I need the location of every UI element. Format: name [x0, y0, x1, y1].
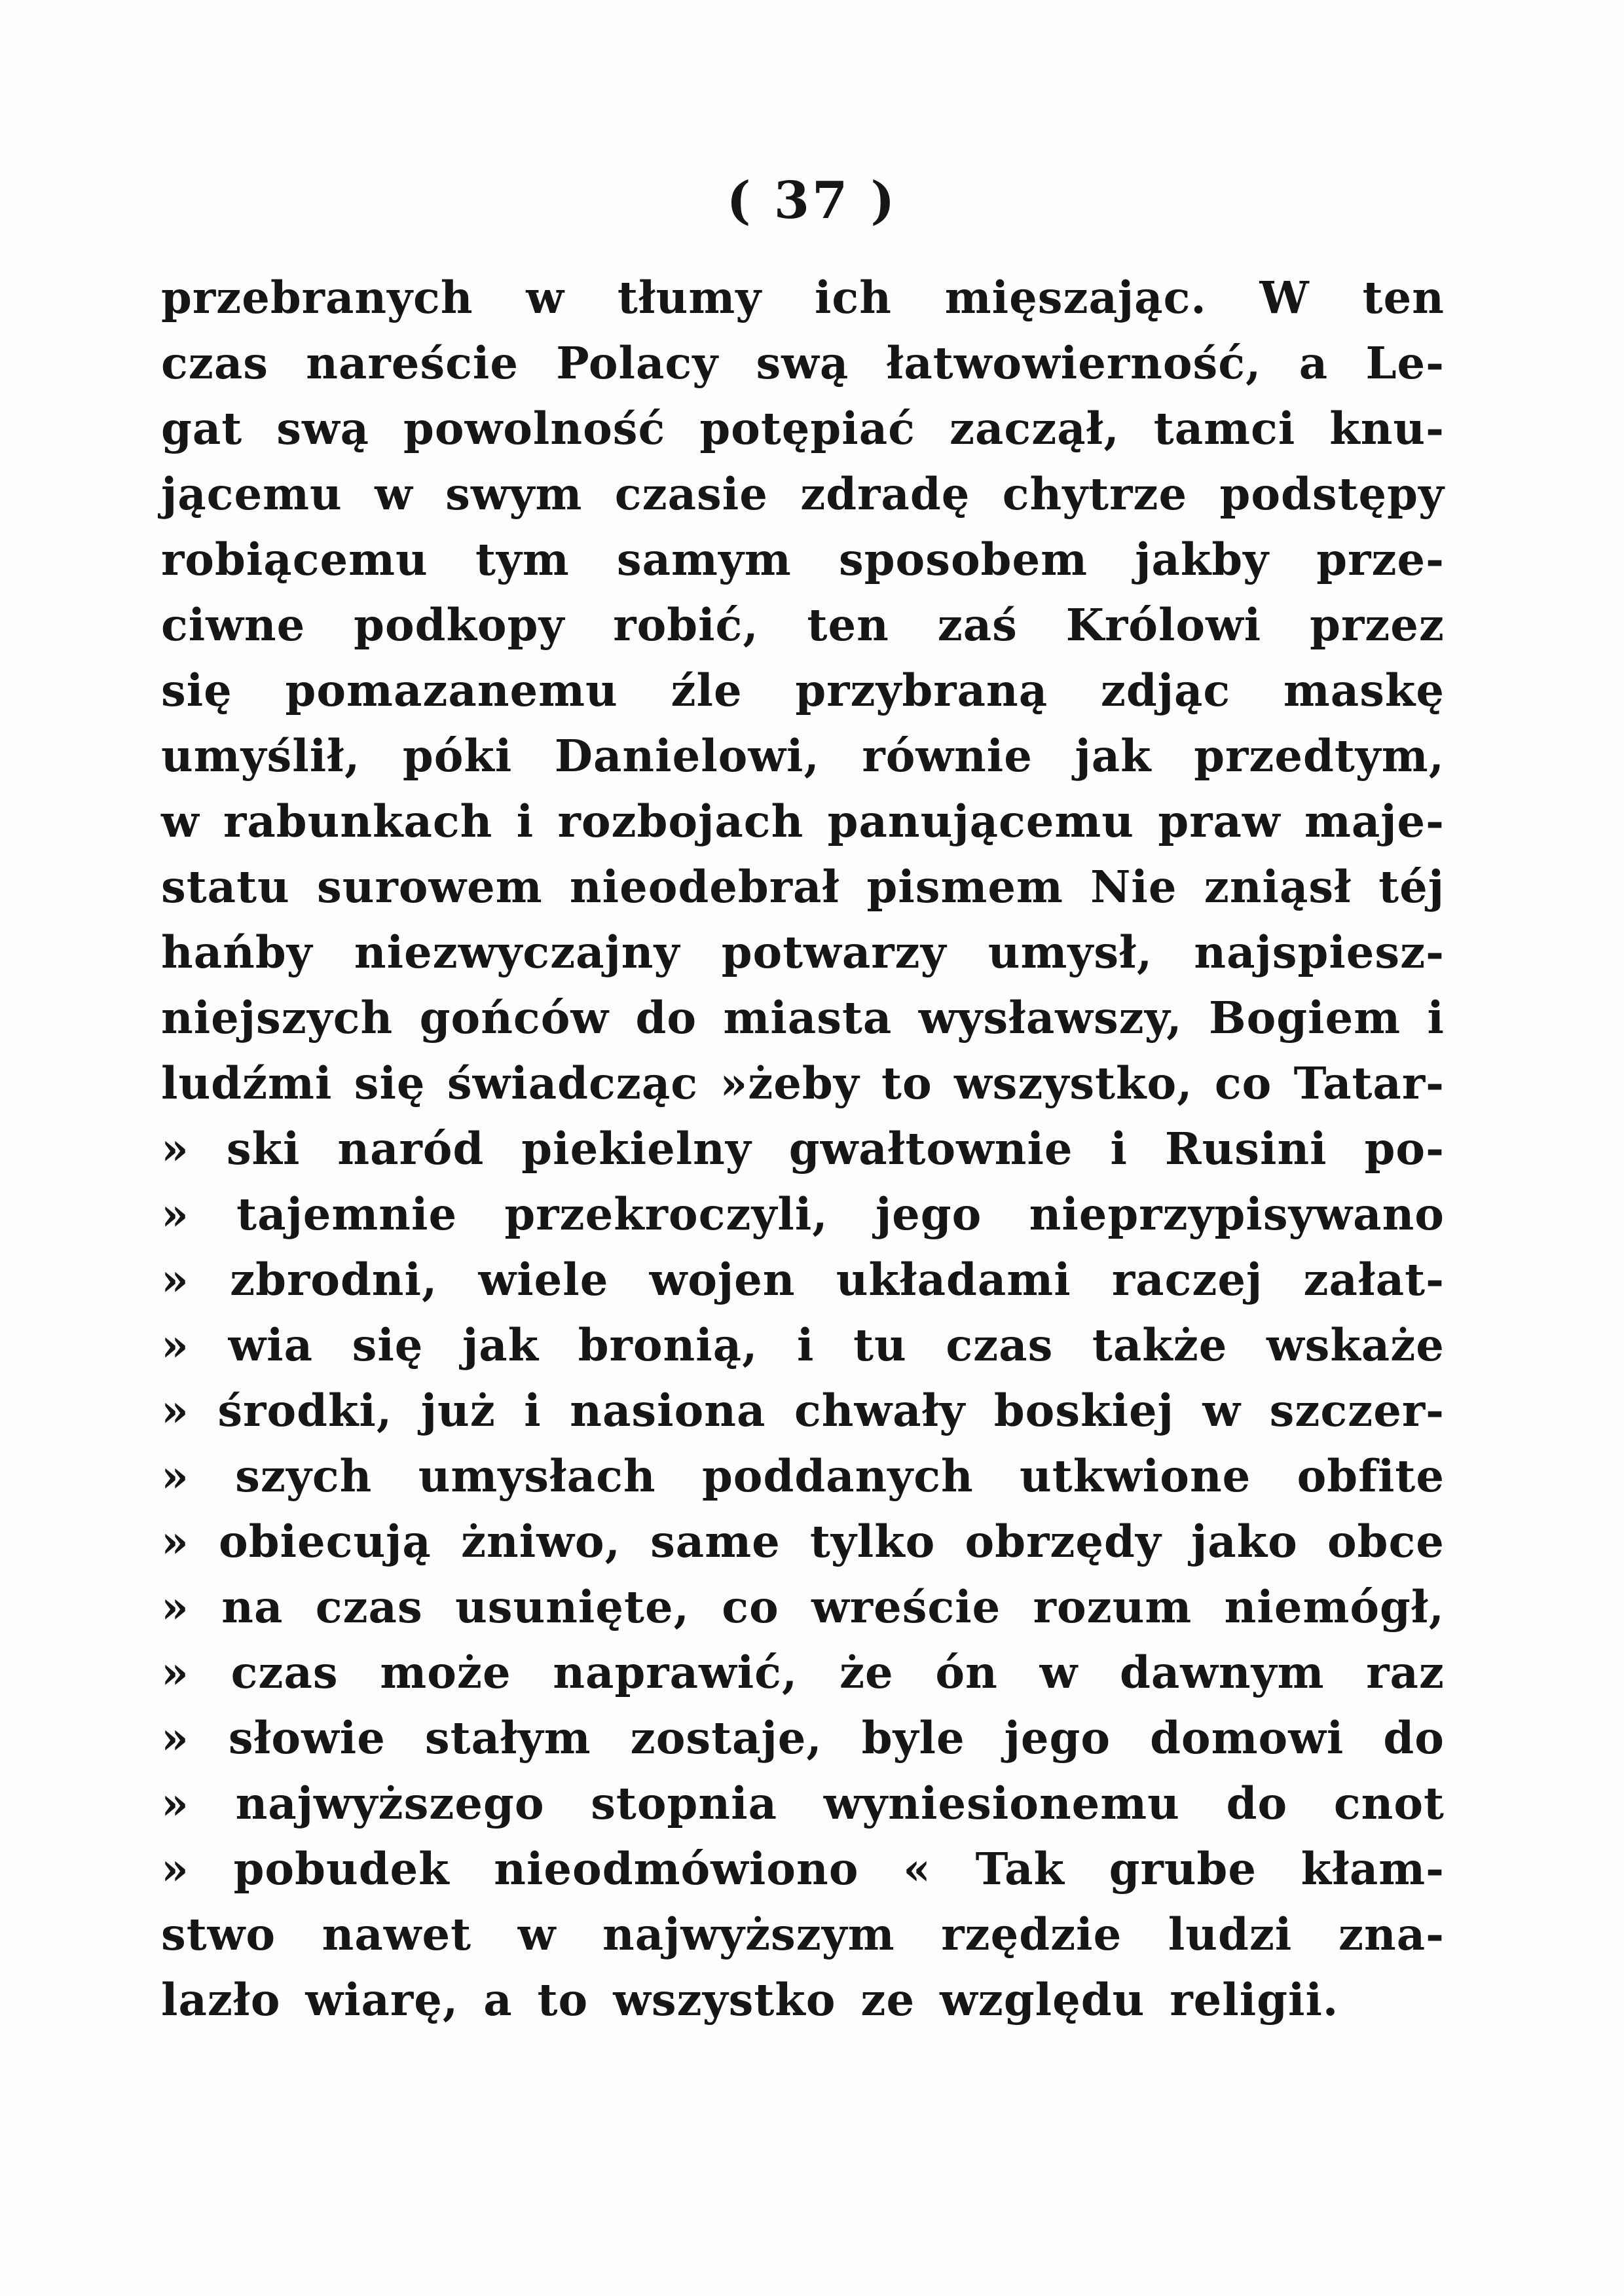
word: raczej [1111, 1254, 1263, 1305]
text-line [161, 985, 1445, 1051]
word: że [840, 1647, 894, 1698]
word: żniwo, [461, 1516, 621, 1567]
word: w [375, 468, 413, 520]
word: także [1092, 1319, 1228, 1371]
word: zniąsł [1204, 861, 1352, 913]
word: » [161, 1123, 189, 1175]
word: rozbojach [557, 795, 804, 847]
word: wreście [811, 1581, 1001, 1633]
word: zna- [1338, 1908, 1445, 1960]
word: do [635, 992, 697, 1044]
word: pismem [866, 861, 1063, 913]
word: umysłach [418, 1450, 656, 1502]
word: wszystko [613, 1974, 836, 2026]
word: « [903, 1843, 931, 1895]
word: jego [1004, 1712, 1111, 1764]
word: niezwyczajny [354, 926, 680, 978]
word: a [1299, 337, 1329, 389]
word: nieodebrał [569, 861, 840, 913]
word: stwo [161, 1908, 276, 1960]
word: pomazanemu [285, 665, 618, 716]
text-line [161, 1444, 1445, 1509]
word: obiecują [219, 1516, 432, 1567]
word: »żeby [720, 1057, 860, 1109]
text-line [161, 462, 1445, 527]
word: powolność [403, 403, 666, 454]
word: boskiej [993, 1385, 1174, 1436]
word: Rusini [1164, 1123, 1327, 1175]
text-line [161, 265, 1445, 331]
word: téj [1378, 861, 1445, 913]
word: póki [402, 730, 513, 782]
word: hańby [161, 926, 313, 978]
text-line [161, 1640, 1445, 1705]
word: stopnia [591, 1777, 777, 1829]
word: tylko [809, 1516, 936, 1567]
word: » [161, 1450, 189, 1502]
word: nasiona [570, 1385, 766, 1436]
word: świadcząc [447, 1057, 699, 1109]
word: i [1110, 1123, 1128, 1175]
word: przedtym, [1194, 730, 1445, 782]
text-line [161, 1051, 1445, 1116]
word: wiele [478, 1254, 609, 1305]
text-line [161, 592, 1445, 658]
word: surowem [317, 861, 543, 913]
word: W [1259, 272, 1310, 323]
text-line [161, 1575, 1445, 1640]
word: tajemnie [236, 1188, 458, 1240]
word: w [1039, 1647, 1079, 1698]
word: dawnym [1119, 1647, 1325, 1698]
word: nawet [322, 1908, 472, 1960]
word: podstępy [1219, 468, 1445, 520]
word: to [881, 1057, 932, 1109]
word: jak [1075, 730, 1152, 782]
text-line [161, 789, 1445, 854]
word: rabunkach [223, 795, 493, 847]
text-line [161, 1378, 1445, 1444]
body-text [161, 265, 1445, 2033]
text-line [161, 658, 1445, 723]
word: ski [226, 1123, 301, 1175]
word: w [161, 795, 200, 847]
word: » [161, 1843, 189, 1895]
word: zdradę [800, 468, 970, 520]
word: swym [445, 468, 583, 520]
word: » [161, 1319, 189, 1371]
word: źle [671, 665, 743, 716]
word: środki, [217, 1385, 393, 1436]
word: co [1214, 1057, 1272, 1109]
word: załat- [1303, 1254, 1445, 1305]
word: się [352, 1319, 424, 1371]
word: tym [475, 534, 570, 585]
word: czas [161, 337, 268, 389]
word: » [161, 1516, 189, 1567]
word: tamci [1153, 403, 1296, 454]
word: równie [862, 730, 1033, 782]
text-line [161, 854, 1445, 920]
word: kłam- [1301, 1843, 1445, 1895]
word: nieprzypisywano [1029, 1188, 1445, 1240]
word: umyślił, [161, 730, 361, 782]
word: wszystko, [954, 1057, 1193, 1109]
word: wysławszy, [918, 992, 1183, 1044]
word: i [524, 1385, 542, 1436]
word: do [1383, 1712, 1445, 1764]
word: już [420, 1385, 496, 1436]
word: co [722, 1581, 779, 1633]
word: praw [1158, 795, 1281, 847]
text-line [161, 1902, 1445, 1967]
word: jak [462, 1319, 540, 1371]
word: a [483, 1974, 513, 2026]
word: obrzędy [965, 1516, 1162, 1567]
word: Danielowi, [554, 730, 820, 782]
word: czas [946, 1319, 1054, 1371]
word: nieodmówiono [494, 1843, 859, 1895]
word: knu- [1329, 403, 1445, 454]
word: wiarę, [305, 1974, 459, 2026]
word: chwały [794, 1385, 966, 1436]
word: w [1202, 1385, 1242, 1436]
word: cnot [1333, 1777, 1445, 1829]
word: » [161, 1777, 189, 1829]
word: niemógł, [1224, 1581, 1445, 1633]
word: religii. [1170, 1974, 1339, 2026]
word: szych [235, 1450, 373, 1502]
word: to [537, 1974, 589, 2026]
text-line [161, 1182, 1445, 1247]
word: ludźmi [161, 1057, 333, 1109]
word: tłumy [617, 272, 762, 323]
word: szczer- [1269, 1385, 1445, 1436]
text-line [161, 396, 1445, 462]
word: i [797, 1319, 815, 1371]
word: w [517, 1908, 557, 1960]
text-line [161, 1509, 1445, 1575]
word: wskaże [1266, 1319, 1445, 1371]
word: Królowi [1065, 599, 1262, 651]
word: przybraną [795, 665, 1048, 716]
word: względu [940, 1974, 1145, 2026]
word: stałym [424, 1712, 591, 1764]
word: » [161, 1188, 189, 1240]
word: jako [1191, 1516, 1298, 1567]
word: najspiesz- [1194, 926, 1445, 978]
word: ich [814, 272, 892, 323]
word: statu [161, 861, 290, 913]
word: na [221, 1581, 284, 1633]
word: ón [935, 1647, 998, 1698]
word: naród [337, 1123, 485, 1175]
word: zaś [937, 599, 1018, 651]
word: może [380, 1647, 511, 1698]
page-number: ( 37 ) [726, 171, 898, 230]
word: czas [315, 1581, 423, 1633]
word: w [526, 272, 565, 323]
text-line [161, 920, 1445, 985]
word: zbrodni, [230, 1254, 438, 1305]
word: naprawić, [553, 1647, 798, 1698]
text-line [161, 1836, 1445, 1902]
text-line [161, 1247, 1445, 1313]
word: słowie [228, 1712, 386, 1764]
word: mięszając. [944, 272, 1207, 323]
word: sposobem [838, 534, 1088, 585]
word: maskę [1283, 665, 1445, 716]
word: robiącemu [161, 534, 428, 585]
word: domowi [1150, 1712, 1344, 1764]
word: umysł, [987, 926, 1153, 978]
word: czas [231, 1647, 339, 1698]
word: same [650, 1516, 781, 1567]
word: zostaje, [630, 1712, 822, 1764]
word: po- [1364, 1123, 1445, 1175]
word: potwarzy [721, 926, 947, 978]
word: i [516, 795, 534, 847]
text-line [161, 1967, 1445, 2033]
word: robić, [613, 599, 759, 651]
word: pobudek [233, 1843, 450, 1895]
word: ten [807, 599, 889, 651]
word: gwałtownie [788, 1123, 1073, 1175]
word: Bogiem [1208, 992, 1401, 1044]
word: przekroczyli, [504, 1188, 828, 1240]
word: zdjąc [1100, 665, 1231, 716]
word: gat [161, 403, 243, 454]
word: rozum [1033, 1581, 1192, 1633]
text-line [161, 331, 1445, 396]
word: » [161, 1254, 189, 1305]
word: byle [861, 1712, 965, 1764]
word: do [1226, 1777, 1288, 1829]
text-line [161, 1313, 1445, 1378]
word: przez [1310, 599, 1445, 651]
word: się [161, 665, 232, 716]
word: miasta [723, 992, 893, 1044]
word: nareście [306, 337, 519, 389]
word: wia [228, 1319, 314, 1371]
word: łatwowierność, [886, 337, 1262, 389]
word: obfite [1297, 1450, 1445, 1502]
word: Tatar- [1293, 1057, 1445, 1109]
word: ludzi [1168, 1908, 1293, 1960]
word: usunięte, [455, 1581, 690, 1633]
word: układami [836, 1254, 1071, 1305]
word: samym [616, 534, 792, 585]
word: jego [875, 1188, 982, 1240]
word: maje- [1304, 795, 1445, 847]
word: chytrze [1002, 468, 1188, 520]
word: » [161, 1647, 189, 1698]
word: Tak [975, 1843, 1065, 1895]
word: » [161, 1581, 189, 1633]
word: ciwne [161, 599, 306, 651]
word: jakby [1135, 534, 1270, 585]
word: ten [1362, 272, 1445, 323]
word: swą [276, 403, 370, 454]
word: zaczął, [949, 403, 1120, 454]
word: Nie [1090, 861, 1177, 913]
word: jącemu [161, 468, 342, 520]
text-line [161, 723, 1445, 789]
word: niejszych [161, 992, 394, 1044]
word: najwyższym [602, 1908, 895, 1960]
text-line [161, 527, 1445, 592]
word: obce [1327, 1516, 1445, 1567]
word: lazło [161, 1974, 281, 2026]
word: » [161, 1712, 189, 1764]
word: wojen [649, 1254, 796, 1305]
text-line [161, 1705, 1445, 1771]
word: potępiać [699, 403, 915, 454]
word: przebranych [161, 272, 473, 323]
word: wyniesionemu [823, 1777, 1180, 1829]
word: poddanych [701, 1450, 974, 1502]
word: rzędzie [941, 1908, 1122, 1960]
word: Polacy [556, 337, 719, 389]
word: Le- [1365, 337, 1445, 389]
word: raz [1366, 1647, 1445, 1698]
word: utkwione [1020, 1450, 1251, 1502]
word: » [161, 1385, 189, 1436]
word: tu [853, 1319, 907, 1371]
word: bronią, [578, 1319, 758, 1371]
text-line [161, 1771, 1445, 1836]
text-line [161, 1116, 1445, 1182]
word: grube [1109, 1843, 1257, 1895]
word: piekielny [521, 1123, 752, 1175]
word: czasie [614, 468, 768, 520]
word: się [354, 1057, 426, 1109]
word: ze [860, 1974, 915, 2026]
word: gońców [419, 992, 610, 1044]
word: swą [756, 337, 849, 389]
word: i [1427, 992, 1445, 1044]
word: najwyższego [235, 1777, 545, 1829]
word: panującemu [827, 795, 1135, 847]
word: podkopy [354, 599, 565, 651]
word: prze- [1316, 534, 1445, 585]
